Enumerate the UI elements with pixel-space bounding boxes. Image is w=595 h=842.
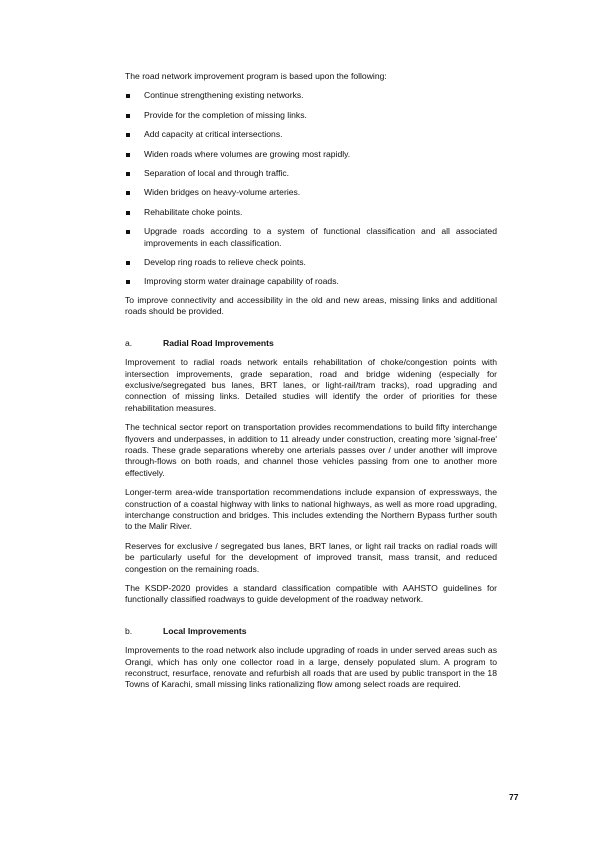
bullet-icon	[126, 114, 130, 118]
bullet-icon	[126, 261, 130, 265]
section-a-paragraph: The KSDP-2020 provides a standard classification compatible with AAHSTO guidelines for functionally classified roadways to guide development of the roadway network.	[125, 583, 497, 605]
improvement-list	[125, 90, 497, 287]
section-b-letter: b.	[125, 625, 133, 636]
bullet-icon	[126, 94, 130, 98]
connectivity-paragraph: To improve connectivity and accessibility in the old and new areas, missing links and additional roads should be provided.	[125, 294, 497, 317]
bullet-icon	[126, 172, 130, 176]
bullet-icon	[126, 211, 130, 215]
section-b-title: Local Improvements	[163, 625, 247, 636]
list-item-text: Provide for the completion of missing links.	[144, 109, 307, 120]
list-item-text: Widen roads where volumes are growing most rapidly.	[144, 148, 351, 159]
section-b-heading	[125, 626, 497, 637]
list-item	[125, 168, 497, 179]
list-item-text: Continue strengthening existing networks.	[144, 90, 304, 101]
bullet-icon	[126, 280, 130, 284]
section-a-heading	[125, 338, 497, 349]
bullet-icon	[126, 133, 130, 137]
list-item	[125, 149, 497, 160]
list-item-text: Widen bridges on heavy-volume arteries.	[144, 187, 301, 198]
list-item	[125, 207, 497, 218]
bullet-icon	[126, 191, 130, 195]
list-item-text: Rehabilitate choke points.	[144, 206, 243, 217]
intro-text: The road network improvement program is based upon the following:	[125, 71, 387, 81]
bullet-icon	[126, 153, 130, 157]
list-item-text: Upgrade roads according to a system of functional classification and all associated improvements in each classification.	[144, 226, 497, 248]
list-item	[125, 187, 497, 198]
bullet-icon	[126, 230, 130, 234]
list-item	[125, 110, 497, 121]
section-a-paragraph: Improvement to radial roads network entails rehabilitation of choke/congestion points with intersection improvements, grade separation, road and bridge widening (especially for exclusive/segregated bus lanes, BRT lanes, or light-rail/tram tracks), road upgrading and connection of missing links. Detailed studies will identify the order of priorities for these rehabilitation measures.	[125, 357, 497, 413]
list-item	[125, 276, 497, 287]
section-a-paragraph: Reserves for exclusive / segregated bus lanes, BRT lanes, or light rail tracks on radial roads will be particularly useful for the development of improved transit, mass transit, and reduced congestion on the remaining roads.	[125, 540, 497, 574]
list-item-text: Separation of local and through traffic.	[144, 168, 290, 179]
list-item	[125, 226, 497, 249]
list-item	[125, 129, 497, 140]
section-a-title: Radial Road Improvements	[163, 337, 274, 348]
list-item-text: Develop ring roads to relieve check points.	[144, 257, 306, 268]
section-a-letter: a.	[125, 337, 133, 348]
section-b-paragraph: Improvements to the road network also include upgrading of roads in under served areas such as Orangi, which has only one collector road in a large, densely populated slum. A program to reconstruct, resurface, renovate and refurbish all roads that are used by public transport in the 18 Towns of Karachi, small missing links rationalizing flow among select roads are required.	[125, 645, 497, 690]
list-item-text: Add capacity at critical intersections.	[144, 129, 283, 140]
page-number: 77	[509, 792, 519, 802]
section-a-paragraph: Longer-term area-wide transportation recommendations include expansion of expressways, the construction of a coastal highway with links to national highways, as well as more road upgrading, interchange construction and bridges. This includes extending the Northern Bypass further south to the Malir River.	[125, 487, 497, 532]
page-content	[125, 71, 497, 691]
list-item	[125, 90, 497, 101]
section-a-paragraph: The technical sector report on transportation provides recommendations to build fifty interchange flyovers and underpasses, in addition to 11 already under construction, creating more 'signal-free' roads. These grade separations whereby one arterials passes over / under another will improve through-flows on both roads, and channel those vehicles passing from one to another more effectively.	[125, 422, 497, 478]
list-item	[125, 257, 497, 268]
list-item-text: Improving storm water drainage capability of roads.	[144, 276, 339, 287]
